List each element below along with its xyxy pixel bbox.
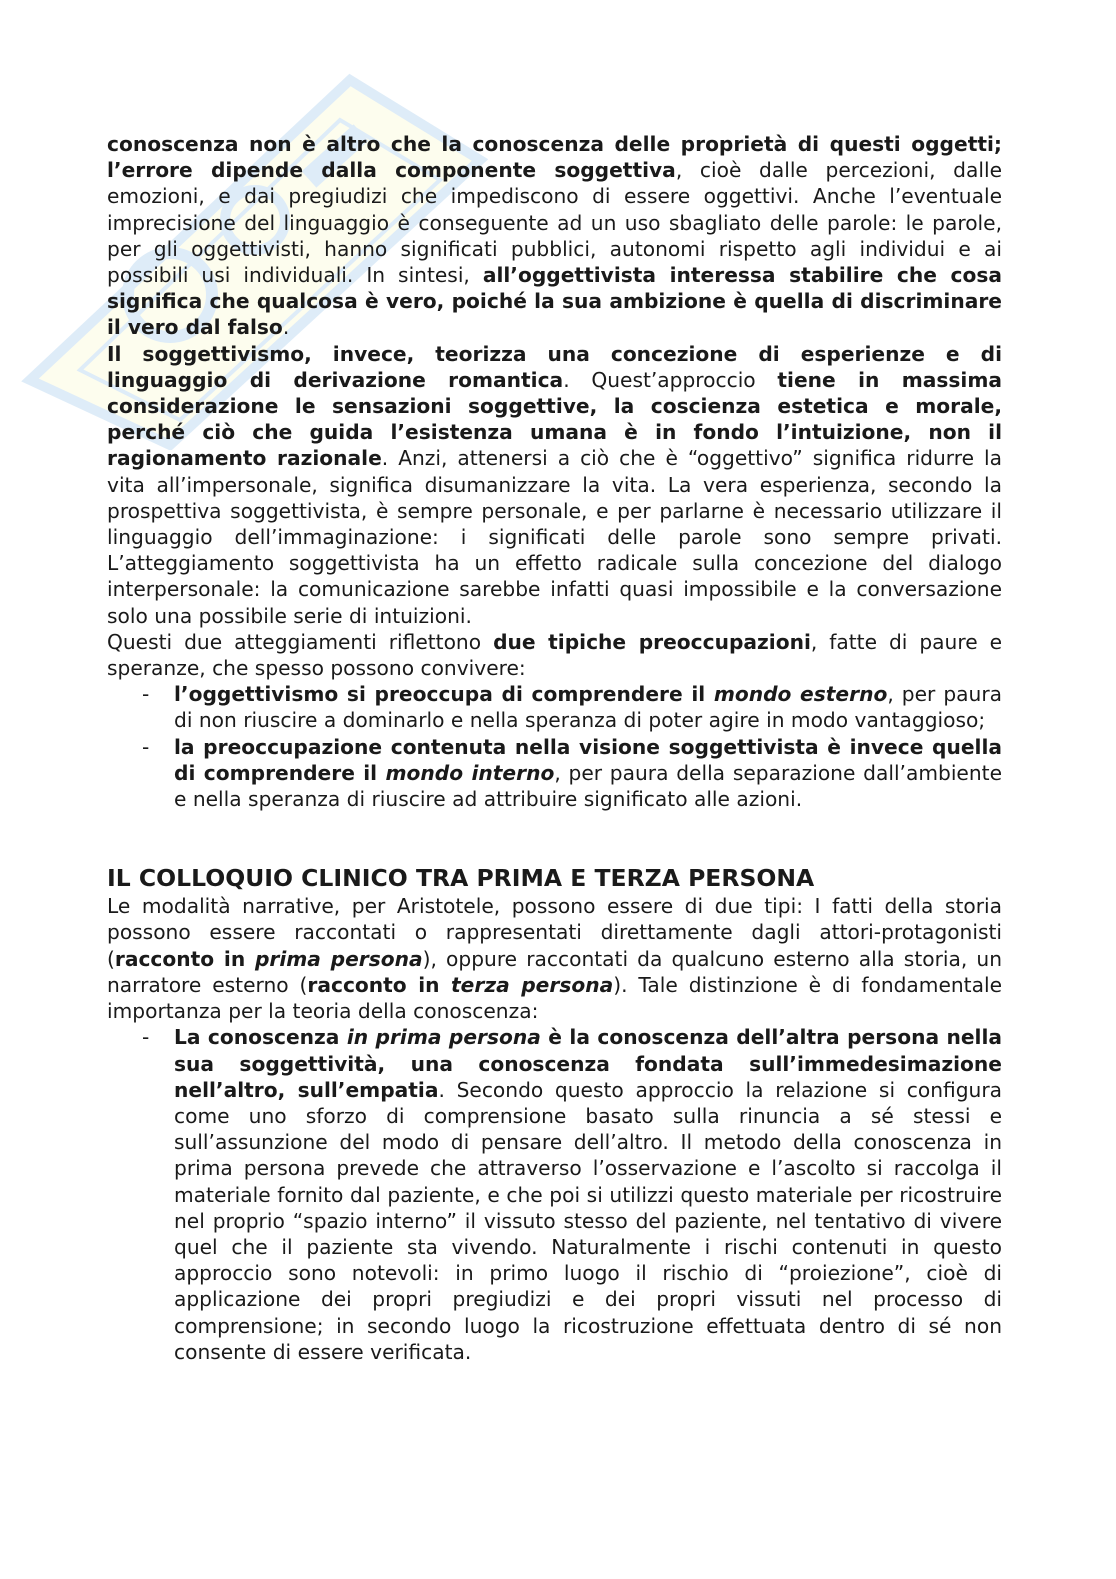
text: , fatte di paure e speranze, che spesso possono convivere:: [107, 629, 1003, 681]
section-heading: IL COLLOQUIO CLINICO TRA PRIMA E TERZA PERSONA: [107, 864, 815, 893]
bold-text: è la conoscenza dell’altra persona nella sua soggettività, una conoscenza fondata sull’immedesimazione nell’altro, sull’empatia: [174, 1025, 1003, 1102]
bold-text: l’oggettivismo si preoccupa di comprendere il: [174, 682, 714, 707]
list-item-soggettivismo: [174, 734, 1002, 813]
bold-text: tiene in massima considerazione le sensazioni soggettive, la coscienza estetica e morale, perché ciò che guida l’esistenza umana è in fondo l’intuizione, non il ragionamento razionale: [107, 367, 1002, 471]
text: Le modalità narrative, per Aristotele, possono essere di due tipi: I fatti della storia possono essere raccontati o rappresentati direttamente dagli attori-protagonisti (: [107, 894, 1002, 971]
conoscenza-list: [107, 1024, 1002, 1365]
preoccupazioni-list: [107, 681, 1002, 812]
text: , per paura di non riuscire a dominarlo e nella speranza di poter agire in modo vantaggioso;: [174, 682, 1002, 733]
bold-italic-text: in prima persona: [346, 1025, 541, 1050]
list-item-oggettivismo: [174, 681, 1002, 733]
text: . Anzi, attenersi a ciò che è “oggettivo” significa ridurre la vita all’impersonale, significa disumanizzare la vita. La vera esperienza, secondo la prospettiva soggettivista, è sempre personale, e per parlarne è necessario utilizzare il linguaggio dell’immaginazione: i significati delle parole sono sempre privati. L’atteggiamento soggettivista ha un effetto radicale sulla concezione del dialogo interpersonale: la comunicazione sarebbe infatti quasi impossibile e la conversazione solo una possibile serie di intuizioni.: [107, 446, 1002, 628]
text: ), oppure raccontati da qualcuno esterno alla storia, un narratore esterno (: [107, 946, 1002, 997]
bold-text: racconto in: [307, 972, 452, 997]
text: . Quest’approccio: [563, 367, 778, 392]
text: , per paura della separazione dall’ambiente e nella speranza di riuscire ad attribuire significato alle azioni.: [174, 760, 1002, 812]
bold-text: la preoccupazione contenuta nella visione soggettivista è invece quella di comprendere il: [174, 734, 1002, 785]
bold-italic-text: mondo interno: [385, 760, 555, 785]
list-item-prima-persona: [174, 1024, 1002, 1365]
paragraph-preoccupazioni: [107, 629, 1002, 681]
bold-text: Il soggettivismo, invece, teorizza una concezione di esperienze e di linguaggio di derivazione romantica: [107, 341, 1002, 392]
paragraph-soggettivismo: [107, 341, 1002, 629]
bold-italic-text: terza persona: [451, 972, 614, 997]
paragraph-oggettivismo: [107, 131, 1002, 341]
bold-text: conoscenza non è altro che la conoscenza delle proprietà di questi oggetti; l’errore dipende dalla componente soggettiva: [107, 132, 1002, 183]
paragraph-modalita-narrative: [107, 893, 1002, 1024]
bold-text: all’oggettivista interessa stabilire che cosa significa che qualcosa è vero, poiché la sua ambizione è quella di discriminare il vero dal falso: [107, 263, 1002, 340]
text: Questi due atteggiamenti riflettono: [107, 629, 494, 654]
document-page: [107, 131, 1002, 1365]
text: . Secondo questo approccio la relazione si configura come uno sforzo di comprensione basato sulla rinuncia a sé stessi e sull’assunzione del modo di pensare dell’altro. Il metodo della conoscenza in prima persona prevede che attraverso l’osservazione e l’ascolto si raccolga il materiale fornito dal paziente, e che poi si utilizzi questo materiale per ricostruire nel proprio “spazio interno” il vissuto stesso del paziente, nel tentativo di vivere quel che il paziente sta vivendo. Naturalmente i rischi contenuti in questo approccio sono notevoli: in primo luogo il rischio di “proiezione”, cioè di applicazione dei propri pregiudizi e dei propri vissuti nel processo di comprensione; in secondo luogo la ricostruzione effettuata dentro di sé non consente di essere verificata.: [174, 1077, 1002, 1364]
bold-text: due tipiche preoccupazioni: [493, 629, 811, 654]
bold-italic-text: prima persona: [254, 946, 423, 971]
bold-text: racconto in: [114, 946, 255, 971]
text: .: [282, 315, 290, 340]
bold-text: La conoscenza: [174, 1025, 347, 1050]
text: ). Tale distinzione è di fondamentale importanza per la teoria della conoscenza:: [107, 972, 1002, 1024]
bold-italic-text: mondo esterno: [713, 682, 888, 707]
text: , cioè dalle percezioni, dalle emozioni, e dai pregiudizi che impediscono di essere oggettivi. Anche l’eventuale imprecisione del linguaggio è conseguente ad un uso sbagliato delle parole: le parole, per gli oggettivisti, hanno significati pubblici, autonomi rispetto agli individui e ai possibili usi individuali. In sintesi,: [107, 158, 1002, 288]
